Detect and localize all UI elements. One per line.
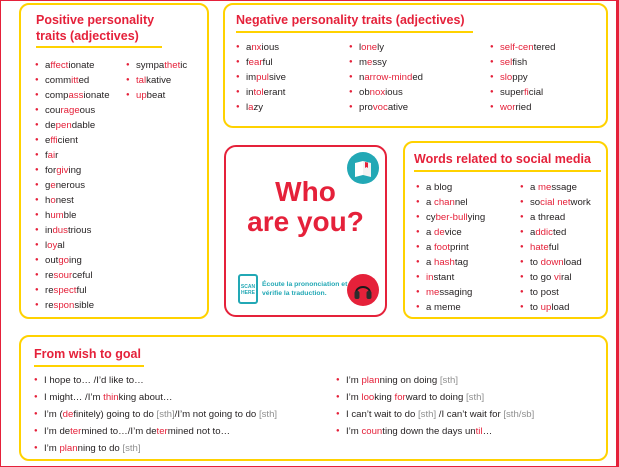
negative-col1 (236, 40, 286, 115)
who-are-you-heading: Who are you? (247, 176, 364, 237)
word-item: ● provocative (349, 100, 423, 115)
word-item: ● efficient (35, 133, 110, 148)
word-item: ● humble (35, 208, 110, 223)
word-item: ● lazy (236, 100, 286, 115)
word-item: ● outgoing (35, 253, 110, 268)
word-item: ● intolerant (236, 85, 286, 100)
goal-col1 (34, 372, 277, 457)
goal-phrase: ● I might… /I’m thinking about… (34, 389, 277, 406)
negative-col2 (349, 40, 423, 115)
word-item: ● hateful (520, 240, 591, 255)
positive-traits-title: Positive personality traits (adjectives) (36, 13, 155, 43)
word-item: ● sympathetic (126, 58, 187, 73)
word-item: ● self-centered (490, 40, 555, 55)
word-item: ● superficial (490, 85, 555, 100)
word-item: ● narrow-minded (349, 70, 423, 85)
word-item: ● cyber-bullying (416, 210, 485, 225)
goal-phrase: ● I’m planning to do [sth] (34, 440, 277, 457)
negative-traits-title: Negative personality traits (adjectives) (236, 13, 465, 27)
word-item: ● social network (520, 195, 591, 210)
word-item: ● a meme (416, 300, 485, 315)
word-item: ● instant (416, 270, 485, 285)
word-item: ● messaging (416, 285, 485, 300)
word-item: ● dependable (35, 118, 110, 133)
word-item: ● resourceful (35, 268, 110, 283)
goal-phrase: ● I’m determined to…/I’m determined not to… (34, 423, 277, 440)
word-item: ● lonely (349, 40, 423, 55)
word-item: ● addicted (520, 225, 591, 240)
word-item: ● impulsive (236, 70, 286, 85)
negative-col3 (490, 40, 555, 115)
goal-phrase: ● I’m counting down the days until… (336, 423, 534, 440)
word-item: ● sloppy (490, 70, 555, 85)
positive-traits-box (19, 3, 209, 319)
word-item: ● selfish (490, 55, 555, 70)
headphones-icon[interactable] (347, 274, 379, 306)
goal-phrase: ● I’m (definitely) going to do [sth]/I’m not going to do [sth] (34, 406, 277, 423)
scan-instructions: Écoute la prononciation et vérifie la traduction. (262, 281, 348, 297)
positive-col2 (126, 58, 187, 103)
word-item: ● courageous (35, 103, 110, 118)
word-item: ● committed (35, 73, 110, 88)
goal-phrase: ● I hope to… /I’d like to… (34, 372, 277, 389)
word-item: ● loyal (35, 238, 110, 253)
word-item: ● fearful (236, 55, 286, 70)
word-item: ● worried (490, 100, 555, 115)
word-item: ● messy (349, 55, 423, 70)
word-item: ● fair (35, 148, 110, 163)
social-col1 (416, 180, 485, 315)
word-item: ● industrious (35, 223, 110, 238)
title-underline (36, 46, 162, 48)
word-item: ● honest (35, 193, 110, 208)
word-item: ● anxious (236, 40, 286, 55)
negative-traits-box (223, 3, 608, 128)
social-media-box (403, 141, 608, 319)
word-item: ● talkative (126, 73, 187, 88)
word-item: ● forgiving (35, 163, 110, 178)
who-are-you-card (224, 145, 387, 317)
word-item: ● a hashtag (416, 255, 485, 270)
goal-phrase: ● I’m planning on doing [sth] (336, 372, 534, 389)
social-col2 (520, 180, 591, 315)
word-item: ● a device (416, 225, 485, 240)
word-item: ● upbeat (126, 88, 187, 103)
word-item: ● a thread (520, 210, 591, 225)
goal-col2 (336, 372, 534, 440)
word-item: ● to download (520, 255, 591, 270)
title-underline (414, 170, 601, 172)
word-item: ● to post (520, 285, 591, 300)
word-item: ● respectful (35, 283, 110, 298)
positive-col1 (35, 58, 110, 313)
phone-scan-icon[interactable]: SCAN HERE (238, 274, 258, 304)
title-underline (34, 365, 144, 367)
word-item: ● affectionate (35, 58, 110, 73)
word-item: ● to upload (520, 300, 591, 315)
word-item: ● generous (35, 178, 110, 193)
wish-to-goal-box (19, 335, 608, 461)
title-underline (236, 31, 473, 33)
word-item: ● compassionate (35, 88, 110, 103)
word-item: ● a blog (416, 180, 485, 195)
wish-to-goal-title: From wish to goal (34, 347, 141, 361)
social-media-title: Words related to social media (414, 152, 591, 166)
goal-phrase: ● I can’t wait to do [sth] /I can’t wait for [sth/sb] (336, 406, 534, 423)
word-item: ● a channel (416, 195, 485, 210)
word-item: ● a footprint (416, 240, 485, 255)
goal-phrase: ● I’m looking forward to doing [sth] (336, 389, 534, 406)
word-item: ● a message (520, 180, 591, 195)
word-item: ● responsible (35, 298, 110, 313)
word-item: ● to go viral (520, 270, 591, 285)
word-item: ● obnoxious (349, 85, 423, 100)
